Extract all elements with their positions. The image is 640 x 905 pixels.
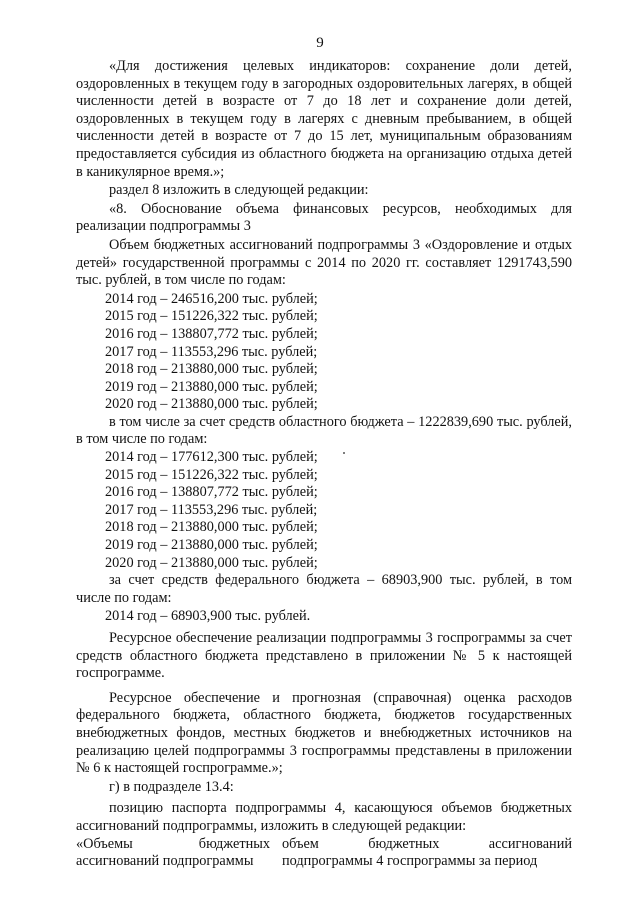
paragraph-passport-position: позицию паспорта подпрограммы 4, касающуюся объемов бюджетных ассигнований подпрограммы, изложить в следующей редакции: bbox=[76, 800, 572, 834]
table-value-line: объем бюджетных ассигнований bbox=[282, 835, 572, 852]
federal-year-line: 2014 год – 68903,900 тыс. рублей. bbox=[105, 608, 311, 625]
year-line: 2015 год – 151226,322 тыс. рублей; bbox=[105, 466, 318, 483]
paragraph-resource-provision: Ресурсное обеспечение реализации подпрограммы 3 госпрограммы за счет средств областного бюджета представлено в приложении № 5 к настоящей госпрограмме. bbox=[76, 630, 572, 682]
year-line: 2014 год – 246516,200 тыс. рублей; bbox=[105, 290, 318, 307]
paragraph-regional-budget: в том числе за счет средств областного бюджета – 1222839,690 тыс. рублей, в том числе по годам: bbox=[76, 413, 572, 448]
year-line: 2016 год – 138807,772 тыс. рублей; bbox=[105, 484, 318, 501]
section8-heading: «8. Обоснование объема финансовых ресурсов, необходимых для реализации подпрограммы 3 bbox=[76, 200, 572, 235]
year-line: 2017 год – 113553,296 тыс. рублей; bbox=[105, 501, 318, 518]
passport-table-value-cell bbox=[270, 836, 572, 871]
table-value-line: подпрограммы 4 госпрограммы за период bbox=[282, 853, 538, 870]
table-label-line: ассигнований подпрограммы bbox=[76, 853, 254, 870]
year-line: 2020 год – 213880,000 тыс. рублей; bbox=[105, 396, 318, 413]
document-body bbox=[76, 58, 572, 871]
year-line: 2016 год – 138807,772 тыс. рублей; bbox=[105, 325, 318, 342]
passport-table-label-cell bbox=[76, 836, 270, 871]
year-line: 2015 год – 151226,322 тыс. рублей; bbox=[105, 308, 318, 325]
year-line: 2017 год – 113553,296 тыс. рублей; bbox=[105, 343, 318, 360]
subsection-13-4-heading: г) в подразделе 13.4: bbox=[109, 778, 234, 795]
table-label-word: «Объемы bbox=[76, 835, 133, 852]
passport-table-row bbox=[76, 836, 572, 871]
paragraph-forecast-estimate: Ресурсное обеспечение и прогнозная (справочная) оценка расходов федерального бюджета, областного бюджета, бюджетов государственных внебюджетных фондов, местных бюджетов и внебюджетных источников на реализацию целей подпрограммы 3 госпрограммы представлены в приложении № 6 к настоящей госпрограмме.»; bbox=[76, 689, 572, 777]
page-number: 9 bbox=[316, 35, 324, 51]
year-line: 2018 год – 213880,000 тыс. рублей; bbox=[105, 519, 318, 536]
year-line: 2019 год – 213880,000 тыс. рублей; bbox=[105, 378, 318, 395]
paragraph-total-budget: Объем бюджетных ассигнований подпрограммы 3 «Оздоровление и отдых детей» государственной программы с 2014 по 2020 гг. составляет 1291743,590 тыс. рублей, в том числе по годам: bbox=[76, 236, 572, 289]
year-line: 2014 год – 177612,300 тыс. рублей; bbox=[105, 449, 318, 466]
scan-speck bbox=[343, 452, 345, 454]
paragraph-section8-intro: раздел 8 изложить в следующей редакции: bbox=[109, 182, 369, 199]
year-line: 2020 год – 213880,000 тыс. рублей; bbox=[105, 554, 318, 571]
year-line: 2019 год – 213880,000 тыс. рублей; bbox=[105, 537, 318, 554]
years-total-list bbox=[76, 291, 572, 414]
table-label-word: бюджетных bbox=[198, 835, 270, 852]
years-regional-list bbox=[76, 449, 572, 572]
year-line: 2018 год – 213880,000 тыс. рублей; bbox=[105, 361, 318, 378]
paragraph-federal-budget: за счет средств федерального бюджета – 68903,900 тыс. рублей, в том числе по годам: bbox=[76, 572, 572, 606]
paragraph-target-indicators: «Для достижения целевых индикаторов: сохранение доли детей, оздоровленных в текущем году в загородных оздоровительных лагерях, в общей численности детей в возрасте от 7 до 18 лет и сохранение доли детей, оздоровленных в текущем году в лагерях с дневным пребыванием, в общей численности детей в возрасте от 7 до 15 лет, муниципальным образованиям предоставляется субсидия из областного бюджета на организацию отдыха детей в каникулярное время.»; bbox=[76, 58, 572, 180]
